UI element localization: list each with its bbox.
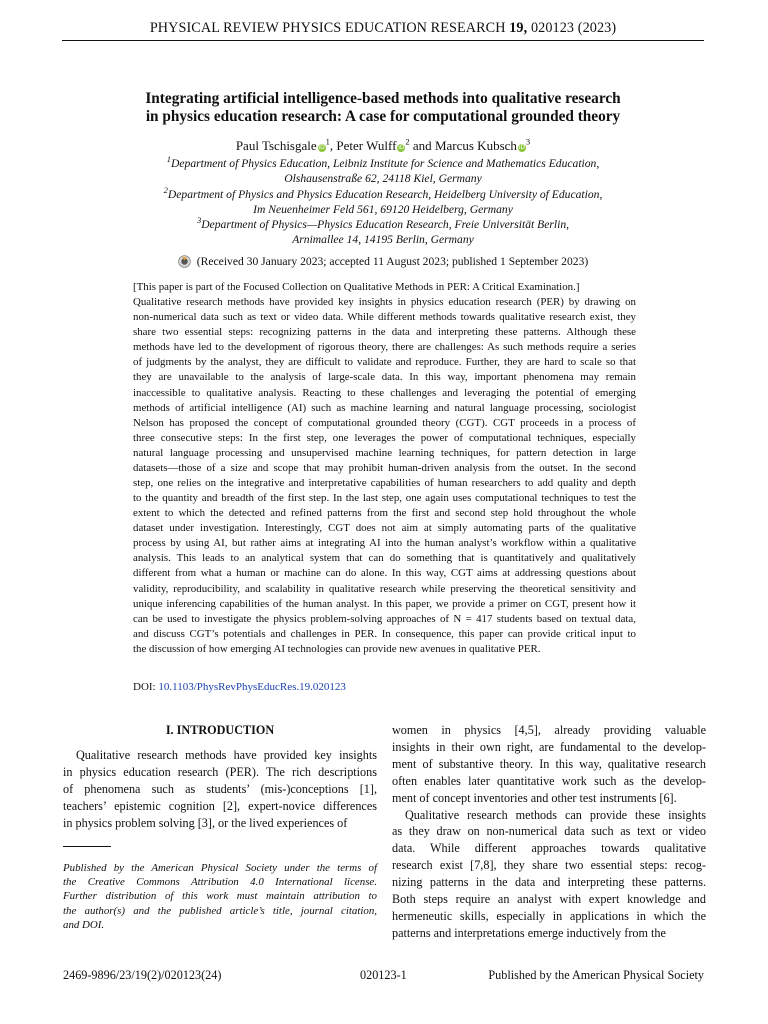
- author-name: Paul Tschisgale: [235, 138, 317, 153]
- license-footnote: [63, 861, 377, 932]
- abstract-line: dataset under investigation. Interestingly, CGT does not aim at simply automating parts of the qualitative: [133, 522, 636, 535]
- affiliation-text: Department of Physics—Physics Education Research, Freie Universität Berlin,: [201, 218, 570, 232]
- abstract-line: extent to which the detected and refined patterns from the first and second step hold throughout the whole: [133, 507, 636, 520]
- section-heading: I. INTRODUCTION: [165, 723, 275, 737]
- author-list: [62, 138, 704, 154]
- body-line: ment of concept inventories and other test instruments [6].: [392, 790, 677, 805]
- abstract-line: [This paper is part of the Focused Collection on Qualitative Methods in PER: A Critical Examination.]: [133, 281, 580, 293]
- abstract-line: inaccessible to qualitative analysis. Reacting to these challenges and leveraging the potential of emerging: [133, 386, 636, 399]
- body-line: data. While different approaches towards qualitative: [392, 841, 706, 856]
- body-line: in physics problem solving [3], or the lived experiences of: [63, 815, 348, 830]
- title-line: in physics education research: A case for computational grounded theory: [145, 108, 621, 125]
- abstract-line: step, one relies on the integrative and interpretative capabilities of human researchers to add quality and depth: [133, 477, 636, 490]
- body-line: insights in their own right, are fundamental to the develop-: [392, 739, 706, 754]
- body-line: patterns and interpretations emerge inductively from the: [392, 925, 666, 940]
- article-number: 020123 (2023): [530, 20, 617, 36]
- title-line: Integrating artificial intelligence-based methods into qualitative research: [145, 90, 621, 107]
- abstract: [133, 280, 636, 657]
- body-line: of phenomena such as students’ (mis-)conceptions [1],: [63, 781, 377, 796]
- affiliation-marker: 1: [325, 136, 330, 147]
- affiliation-line: Im Neuenheimer Feld 561, 69120 Heidelberg, Germany: [253, 202, 513, 216]
- orcid-icon[interactable]: iD: [518, 144, 526, 151]
- abstract-line: can be used to investigate the physics problem-solving approaches of N = 417 students based on textual data,: [133, 612, 636, 625]
- affiliation-marker: 3: [525, 136, 531, 147]
- abstract-line: natural language processing and unsupervised machine learning techniques, for pattern detection in large: [133, 446, 636, 459]
- footnote-rule: [63, 846, 111, 847]
- abstract-line: of judgments by the analyst, they are difficult to validate and reproduce. Further, they are hard to scale so that: [133, 356, 636, 369]
- abstract-line: unique inferencing capabilities of the human analyst. In this paper, we provide a primer on CGT, present how it: [133, 597, 636, 610]
- journal-name: PHYSICAL REVIEW PHYSICS EDUCATION RESEARCH: [149, 20, 506, 36]
- abstract-line: methods of artificial intelligence (AI) such as machine learning and natural language processing, sociologist: [133, 401, 636, 414]
- abstract-line: different from what a human or machine can do alone. In this way, CGT aims at addressing questions about: [133, 567, 636, 580]
- running-head: [62, 20, 704, 37]
- orcid-icon[interactable]: iD: [318, 144, 325, 151]
- affiliation-text: Department of Physics and Physics Education Research, Heidelberg University of Education,: [167, 187, 603, 201]
- abstract-line: the discussion of how emerging AI technologies can provide new avenues in qualitative PER.: [133, 642, 541, 655]
- abstract-line: Nelson has proposed the concept of computational grounded theory (CGT). CGT proceeds in a process of: [133, 416, 636, 429]
- abstract-line: to the quantity and breadth of the first step. In the last step, one again uses computational techniques to test the: [133, 492, 636, 505]
- body-line: in physics education research (PER). The rich descriptions: [63, 764, 377, 779]
- right-column: [392, 722, 706, 942]
- abstract-line: and discuss CGT’s potentials and challenges in PER. In consequence, this paper can provide critical input to: [133, 627, 636, 640]
- footer-publisher: Published by the American Physical Society: [488, 968, 704, 982]
- footnote-line: Published by the American Physical Society under the terms of: [63, 862, 377, 874]
- affiliation-marker: 2: [163, 184, 168, 195]
- affiliation-line: Olshausenstraße 62, 24118 Kiel, Germany: [284, 172, 482, 186]
- abstract-line: datasets—those of a size and scope that may prohibit human-driven analysis from the outset. In the second: [133, 461, 636, 474]
- author-separator: and: [409, 138, 435, 153]
- affiliation-line: [62, 156, 704, 171]
- affiliation-line: Arnimallee 14, 14195 Berlin, Germany: [292, 233, 474, 247]
- affiliation-marker: 3: [196, 215, 202, 226]
- check-for-updates-icon[interactable]: [178, 255, 191, 268]
- footnote-line: the author(s) and the published article’s title, journal citation,: [63, 904, 377, 917]
- abstract-line: methods have led to the development of rigorous theory, there are challenges: As such methods require a series: [133, 341, 636, 354]
- affiliation-text: Department of Physics Education, Leibniz Institute for Science and Mathematics Education,: [171, 157, 600, 170]
- abstract-line: Qualitative research methods have provided key insights in physics education research (PER) by drawing on: [133, 296, 636, 309]
- abstract-line: three consecutive steps: In the first step, one leverages the power of computational techniques, especially: [133, 431, 636, 444]
- doi-link[interactable]: 10.1103/PhysRevPhysEducRes.19.020123: [158, 681, 346, 693]
- affiliations: [62, 156, 704, 248]
- body-line: teachers’ epistemic cognition [2], expert-novice differences: [63, 798, 377, 813]
- body-line: often enables later quantitative work such as the develop-: [392, 773, 706, 788]
- body-line: nizing patterns in the data and interpreting these patterns.: [392, 875, 706, 890]
- paper-title: [62, 90, 704, 126]
- body-line: Both steps require an analyst with expert knowledge and: [392, 892, 706, 907]
- footer-issn: 2469-9896/23/19(2)/020123(24): [63, 968, 222, 982]
- footnote-line: the Creative Commons Attribution 4.0 International license.: [63, 876, 377, 889]
- body-line: ment of substantive theory. In this way, qualitative research: [392, 756, 706, 771]
- left-column: [63, 747, 377, 832]
- body-line: Qualitative research methods have provided key insights: [76, 748, 377, 762]
- doi: [133, 681, 346, 693]
- footnote-line: and DOI.: [63, 918, 105, 931]
- doi-label: DOI:: [133, 681, 156, 693]
- affiliation-line: [62, 184, 704, 202]
- abstract-line: process by using AI, but rather aims at integrating AI into the human analyst’s workflow within a qualitative: [133, 537, 636, 550]
- body-line: hermeneutic skills, especially in applications in which the: [392, 908, 706, 923]
- author-separator: ,: [329, 138, 337, 153]
- abstract-line: share two essential steps: recognizing patterns in the data and interpreting these patterns. Although these: [133, 326, 636, 339]
- affiliation-marker: 2: [405, 136, 410, 147]
- abstract-line: validity, reproducibility, and scalability in qualitative research while preserving the theoretical sensitivity and: [133, 582, 636, 595]
- footnote-line: Further distribution of this work must maintain attribution to: [63, 890, 377, 903]
- affiliation-line: [62, 217, 704, 232]
- received-dates: [62, 255, 704, 268]
- abstract-line: they are unavailable to the analysis of large-scale data. In this way, important phenomena may remain: [133, 371, 636, 384]
- page-number: 020123-1: [360, 968, 407, 982]
- affiliation-marker: 1: [166, 154, 171, 165]
- orcid-icon[interactable]: iD: [398, 144, 405, 151]
- body-line: as they draw on non-numerical data such as text or video: [392, 824, 706, 839]
- body-line: women in physics [4,5], already providing valuable: [392, 723, 706, 737]
- journal-volume: 19,: [509, 20, 528, 36]
- abstract-line: non-numerical data such as text or video data. While different methods towards qualitative research exist, they: [133, 311, 636, 324]
- body-line: research exist [7,8], they share two essential steps: recog-: [392, 858, 706, 873]
- author-name: Peter Wulff: [336, 138, 397, 153]
- received-text: (Received 30 January 2023; accepted 11 August 2023; published 1 September 2023): [196, 255, 589, 268]
- body-line: Qualitative research methods can provide these insights: [405, 807, 706, 822]
- author-name: Marcus Kubsch: [434, 138, 517, 153]
- header-rule: [62, 40, 704, 41]
- abstract-line: analysis. This leads to an analytical system that can do something that is quantitatively and qualitatively: [133, 552, 636, 565]
